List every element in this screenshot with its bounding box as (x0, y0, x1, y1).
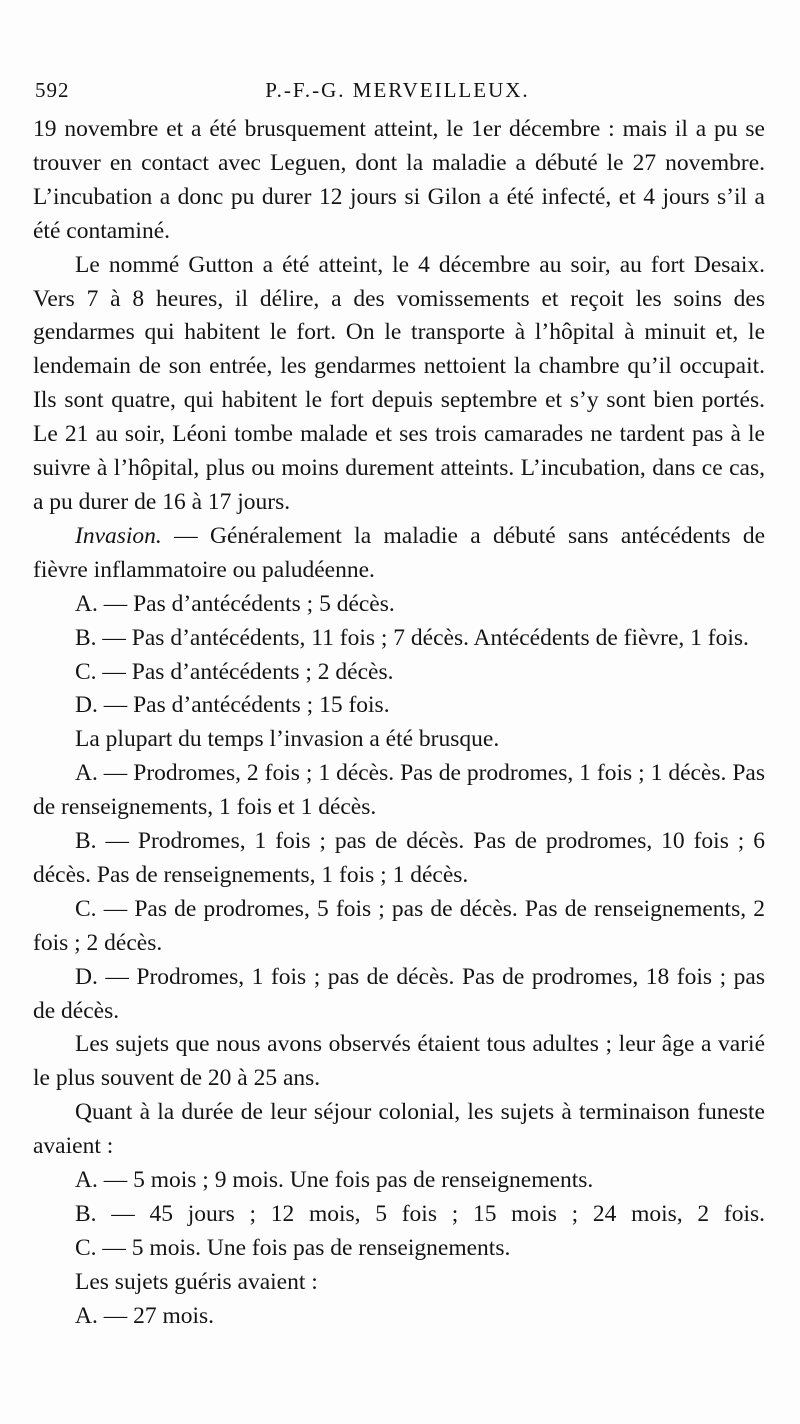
paragraph-sejour-c: C. — 5 mois. Une fois pas de renseignements. (75, 1234, 511, 1261)
paragraph-prodromes-a: A. — Prodromes, 2 fois ; 1 décès. Pas de prodromes, 1 fois ; 1 décès. Pas de renseignements, 1 fois et 1 décès. (33, 760, 765, 821)
paragraph-prodromes-c: C. — Pas de prodromes, 5 fois ; pas de décès. Pas de renseignements, 2 fois ; 2 décès. (33, 895, 765, 956)
section-heading-invasion: Invasion. (75, 522, 162, 549)
paragraph-antecedents-d: D. — Pas d’antécédents ; 15 fois. (75, 692, 390, 719)
paragraph-prodromes-b: B. — Prodromes, 1 fois ; pas de décès. Pas de prodromes, 10 fois ; 6 décès. Pas de renseignements, 1 fois ; 1 décès. (33, 828, 765, 888)
paragraph-sejour-intro: Quant à la durée de leur séjour colonial, les sujets à terminaison funeste avaient : (33, 1099, 765, 1160)
paragraph-prodromes-d: D. — Prodromes, 1 fois ; pas de décès. Pas de prodromes, 18 fois ; pas de décès. (33, 963, 765, 1024)
paragraph-antecedents-c: C. — Pas d’antécédents ; 2 décès. (75, 658, 394, 685)
paragraph-incubation-gilon: 19 novembre et a été brusquement atteint, le 1er décembre : mais il a pu se trouver en contact avec Leguen, dont la maladie a débuté le 27 novembre. L’incubation a donc pu durer 12 jours si Gilon a été infecté, et 4 jours s’il a été contaminé. (33, 116, 765, 244)
paragraph-gueris-a: A. — 27 mois. (75, 1302, 215, 1329)
paragraph-invasion-text: — Généralement la maladie a débuté sans antécédents de fièvre inflammatoire ou paludéenne. (33, 522, 765, 583)
paragraph-invasion (33, 520, 765, 588)
paragraph-antecedents-b: B. — Pas d’antécédents, 11 fois ; 7 décès. Antécédents de fièvre, 1 fois. (75, 624, 749, 651)
body-text (33, 113, 765, 1334)
paragraph-incubation-gutton: Le nommé Gutton a été atteint, le 4 décembre au soir, au fort Desaix. Vers 7 à 8 heures, il délire, a des vomissements et reçoit les soins des gendarmes qui habitent le fort. On le transporte à l’hôpital à minuit et, le lendemain de son entrée, les gendarmes nettoient la chambre qu’il occupait. Ils sont quatre, qui habitent le fort depuis septembre et s’y sont bien portés. Le 21 au soir, Léoni tombe malade et ses trois camarades ne tardent pas à le suivre à l’hôpital, plus ou moins durement atteints. L’incubation, dans ce cas, a pu durer de 16 à 17 jours. (33, 251, 765, 515)
running-head: P.-F.-G. MERVEILLEUX. (265, 78, 530, 102)
paragraph-sejour-a: A. — 5 mois ; 9 mois. Une fois pas de renseignements. (75, 1167, 594, 1194)
paragraph-invasion-brusque: La plupart du temps l’invasion a été brusque. (75, 726, 500, 753)
page-header (35, 78, 760, 108)
paragraph-antecedents-a: A. — Pas d’antécédents ; 5 décès. (75, 590, 395, 617)
page-number: 592 (35, 78, 70, 102)
paragraph-gueris-intro: Les sujets guéris avaient : (75, 1268, 318, 1295)
paragraph-sejour-b: B. — 45 jours ; 12 mois, 5 fois ; 15 mois ; 24 mois, 2 fois. (75, 1201, 765, 1227)
paragraph-age: Les sujets que nous avons observés étaient tous adultes ; leur âge a varié le plus souvent de 20 à 25 ans. (33, 1031, 765, 1092)
